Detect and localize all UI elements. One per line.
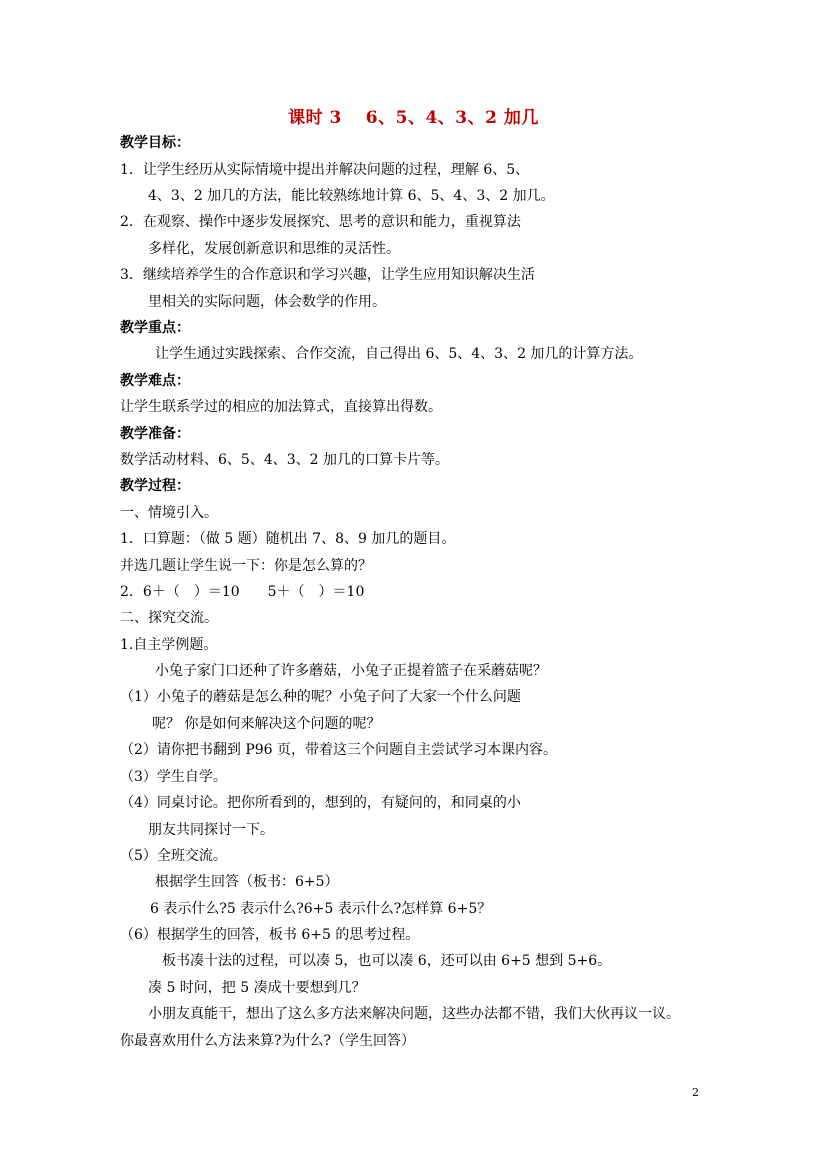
heading-objectives: 教学目标： <box>120 135 190 151</box>
step-1-cont: 呢？ 你是如何来解决这个问题的呢？ <box>152 716 381 732</box>
key-points-text: 让学生通过实践探索、合作交流，自己得出 6、5、4、3、2 加几的计算方法。 <box>155 346 643 362</box>
objective-1: 1．让学生经历从实际情境中提出并解决问题的过程，理解 6、5、 <box>120 162 530 178</box>
objective-3: 3．继续培养学生的合作意识和学习兴趣，让学生应用知识解决生活 <box>120 267 535 283</box>
step-6-question: 凑 5 时问，把 5 凑成十要想到几？ <box>148 980 366 996</box>
difficulties-text: 让学生联系学过的相应的加法算式，直接算出得数。 <box>120 399 442 415</box>
process-item-2: 2．6＋（ ）＝10 5＋（ ）＝10 <box>120 584 365 600</box>
step-3: （3）学生自学。 <box>120 769 227 785</box>
process-item-1: 1．口算题：（做 5 题）随机出 7、8、9 加几的题目。 <box>120 531 456 547</box>
heading-preparation: 教学准备： <box>120 426 190 442</box>
step-5-answer: 根据学生回答（板书：6+5） <box>155 874 339 890</box>
closing-text-cont: 你最喜欢用什么方法来算?为什么?（学生回答） <box>120 1033 416 1049</box>
objective-2: 2．在观察、操作中逐步发展探究、思考的意识和能力，重视算法 <box>120 214 521 230</box>
section-2-heading: 二、探究交流。 <box>120 610 218 626</box>
step-6: （6）根据学生的回答，板书 6+5 的思考过程。 <box>120 927 420 943</box>
step-5: （5）全班交流。 <box>120 848 227 864</box>
step-2: （2）请你把书翻到 P96 页，带着这三个问题自主尝试学习本课内容。 <box>120 742 558 758</box>
story-text: 小兔子家门口还种了许多蘑菇，小兔子正提着篮子在采蘑菇呢？ <box>155 663 547 679</box>
step-4: （4）同桌讨论。把你所看到的，想到的，有疑问的，和同桌的小 <box>120 795 521 811</box>
closing-text: 小朋友真能干，想出了这么多方法来解决问题，这些办法都不错，我们大伙再议一议。 <box>148 1006 680 1022</box>
step-6-board: 板书凑十法的过程，可以凑 5，也可以凑 6，还可以由 6+5 想到 5+6。 <box>162 953 612 969</box>
process-item-1-cont: 并选几题让学生说一下：你是怎么算的？ <box>120 558 372 574</box>
step-4-cont: 朋友共同探讨一下。 <box>148 822 274 838</box>
step-1: （1）小兔子的蘑菇是怎么种的呢？小兔子问了大家一个什么问题 <box>120 689 521 705</box>
objective-3-cont: 里相关的实际问题，体会数学的作用。 <box>148 294 386 310</box>
objective-1-cont: 4、3、2 加几的方法，能比较熟练地计算 6、5、4、3、2 加几。 <box>148 188 555 204</box>
heading-key-points: 教学重点： <box>120 320 190 336</box>
preparation-text: 数学活动材料、6、5、4、3、2 加几的口算卡片等。 <box>120 452 449 468</box>
section-1-heading: 一、情境引入。 <box>120 505 218 521</box>
heading-difficulties: 教学难点： <box>120 373 190 389</box>
objective-2-cont: 多样化，发展创新意识和思维的灵活性。 <box>148 241 400 257</box>
heading-process: 教学过程： <box>120 478 190 494</box>
lesson-title: 课时 3 6、5、4、3、2 加几 <box>288 108 539 128</box>
page-number: 2 <box>692 1086 699 1099</box>
self-study-heading: 1.自主学例题。 <box>120 637 218 653</box>
step-5-questions: 6 表示什么?5 表示什么?6+5 表示什么?怎样算 6+5？ <box>150 901 492 917</box>
